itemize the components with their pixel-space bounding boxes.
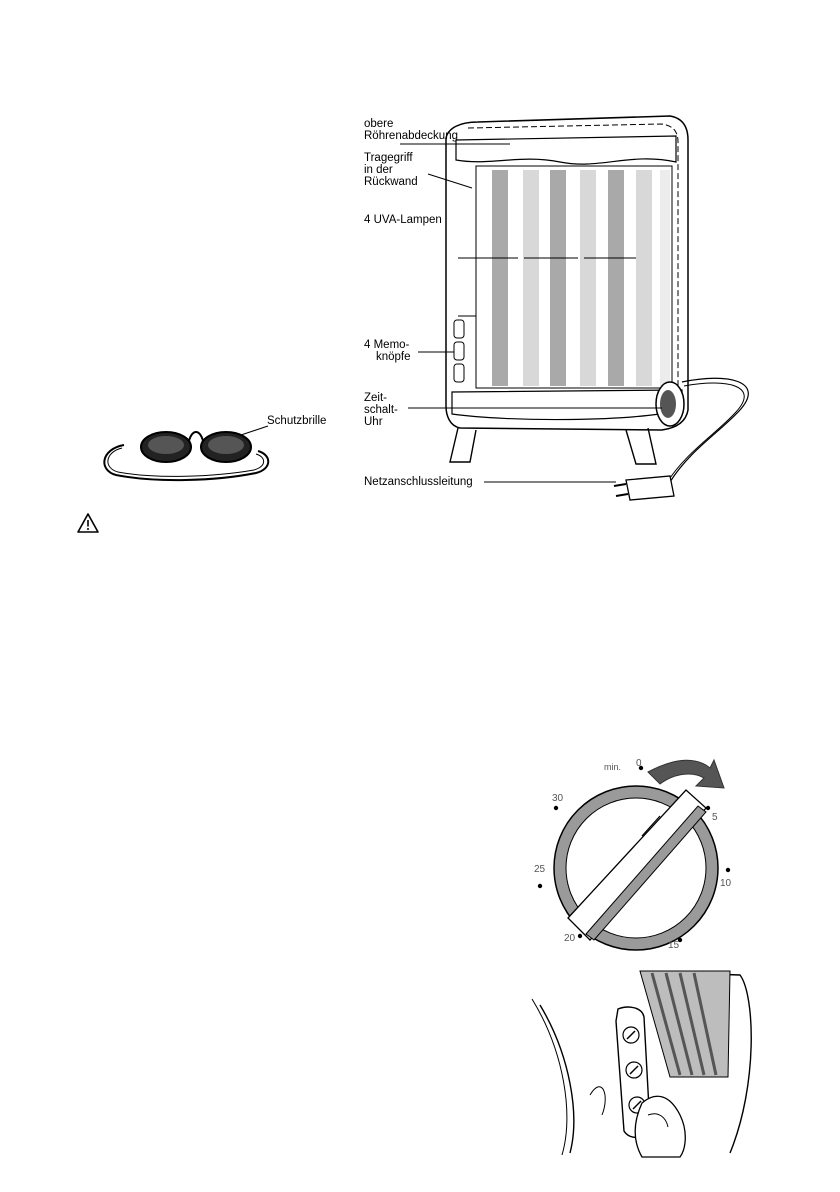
dial-mark-30: 30 bbox=[552, 793, 564, 804]
memo-buttons-illustration bbox=[530, 965, 765, 1157]
timer-dial-illustration bbox=[528, 750, 758, 955]
label-timer-3: Uhr bbox=[364, 416, 383, 428]
label-timer-1: Zeit- bbox=[364, 392, 387, 404]
dial-mark-0: 0 bbox=[636, 758, 642, 769]
dial-mark-10: 10 bbox=[720, 878, 732, 889]
dial-mark-15: 15 bbox=[668, 940, 680, 951]
label-top-cover-1: obere bbox=[364, 118, 394, 130]
label-handle-3: Rückwand bbox=[364, 176, 418, 188]
dial-mark-5: 5 bbox=[712, 812, 718, 823]
label-memo-1: 4 Memo- bbox=[364, 339, 410, 351]
label-timer-2: schalt- bbox=[364, 404, 398, 416]
dial-unit-label: min. bbox=[604, 762, 622, 772]
label-lamps: 4 UVA-Lampen bbox=[364, 214, 442, 226]
label-top-cover-2: Röhrenabdeckung bbox=[364, 130, 458, 142]
dial-mark-25: 25 bbox=[534, 864, 546, 875]
label-power-cord: Netzanschlussleitung bbox=[364, 476, 473, 488]
label-handle-1: Tragegriff bbox=[364, 152, 413, 164]
dial-mark-20: 20 bbox=[564, 933, 576, 944]
goggles-label: Schutzbrille bbox=[267, 415, 327, 427]
label-memo-2: knöpfe bbox=[376, 351, 411, 363]
label-handle-2: in der bbox=[364, 164, 393, 176]
